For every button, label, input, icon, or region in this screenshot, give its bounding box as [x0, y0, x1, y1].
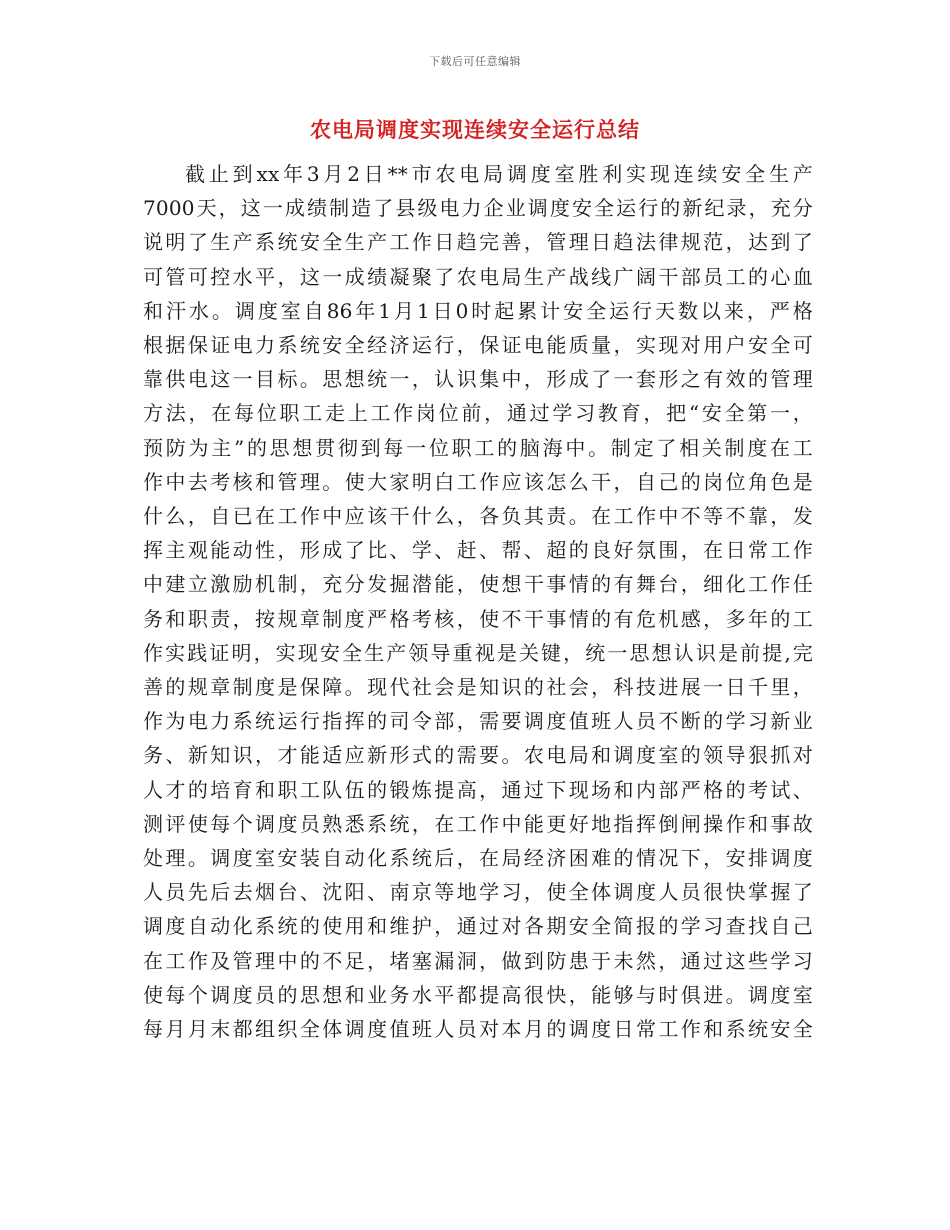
document-title: 农电局调度实现连续安全运行总结 — [310, 118, 640, 142]
text-line: 务和职责，按规章制度严格考核，使不干事情的有危机感，多年的工 — [143, 606, 813, 631]
text-line: 根据保证电力系统安全经济运行，保证电能质量，实现对用户安全可 — [143, 333, 813, 358]
text-line: 测评使每个调度员熟悉系统，在工作中能更好地指挥倒闸操作和事故 — [143, 811, 813, 836]
text-line: 人才的培育和职工队伍的锻炼提高，通过下现场和内部严格的考试、 — [143, 777, 813, 802]
text-line: 善的规章制度是保障。现代社会是知识的社会，科技进展一日千里， — [143, 675, 813, 700]
text-line: 每月月末都组织全体调度值班人员对本月的调度日常工作和系统安全 — [143, 1017, 813, 1042]
header-note: 下载后可任意编辑 — [429, 55, 521, 68]
text-line: 可管可控水平，这一成绩凝聚了农电局生产战线广阔干部员工的心血 — [143, 264, 813, 289]
text-line: 说明了生产系统安全生产工作日趋完善，管理日趋法律规范，达到了 — [143, 230, 813, 255]
text-line: 和汗水。调度室自86年1月1日0时起累计安全运行天数以来，严格 — [143, 298, 813, 323]
text-line: 什么，自已在工作中应该干什么，各负其责。在工作中不等不靠，发 — [143, 504, 813, 529]
text-line: 截止到xx年3月2日**市农电局调度室胜利实现连续安全生产 — [185, 162, 813, 186]
text-line: 调度自动化系统的使用和维护，通过对各期安全简报的学习查找自己 — [143, 914, 813, 939]
body-paragraph — [143, 157, 813, 1046]
text-line: 务、新知识，才能适应新形式的需要。农电局和调度室的领导狠抓对 — [143, 743, 813, 768]
text-line: 预防为主”的思想贯彻到每一位职工的脑海中。制定了相关制度在工 — [143, 435, 813, 460]
text-line: 使每个调度员的思想和业务水平都提高很快，能够与时俱进。调度室 — [143, 982, 813, 1007]
text-line: 靠供电这一目标。思想统一，认识集中，形成了一套形之有效的管理 — [143, 367, 813, 392]
text-line: 作为电力系统运行指挥的司令部，需要调度值班人员不断的学习新业 — [143, 709, 813, 734]
text-line: 7000天，这一成绩制造了县级电力企业调度安全运行的新纪录，充分 — [143, 196, 813, 221]
text-line: 在工作及管理中的不足，堵塞漏洞，做到防患于未然，通过这些学习 — [143, 948, 813, 973]
text-line: 作实践证明，实现安全生产领导重视是关键，统一思想认识是前提,完 — [143, 640, 813, 665]
text-line: 中建立激励机制，充分发掘潜能，使想干事情的有舞台，细化工作任 — [143, 572, 813, 597]
text-line: 挥主观能动性，形成了比、学、赶、帮、超的良好氛围，在日常工作 — [143, 538, 813, 563]
text-line: 处理。调度室安装自动化系统后，在局经济困难的情况下，安排调度 — [143, 846, 813, 871]
text-line: 人员先后去烟台、沈阳、南京等地学习，使全体调度人员很快掌握了 — [143, 880, 813, 905]
text-line: 作中去考核和管理。使大家明白工作应该怎么干，自己的岗位角色是 — [143, 469, 813, 494]
text-line: 方法，在每位职工走上工作岗位前，通过学习教育，把“安全第一， — [143, 401, 813, 426]
